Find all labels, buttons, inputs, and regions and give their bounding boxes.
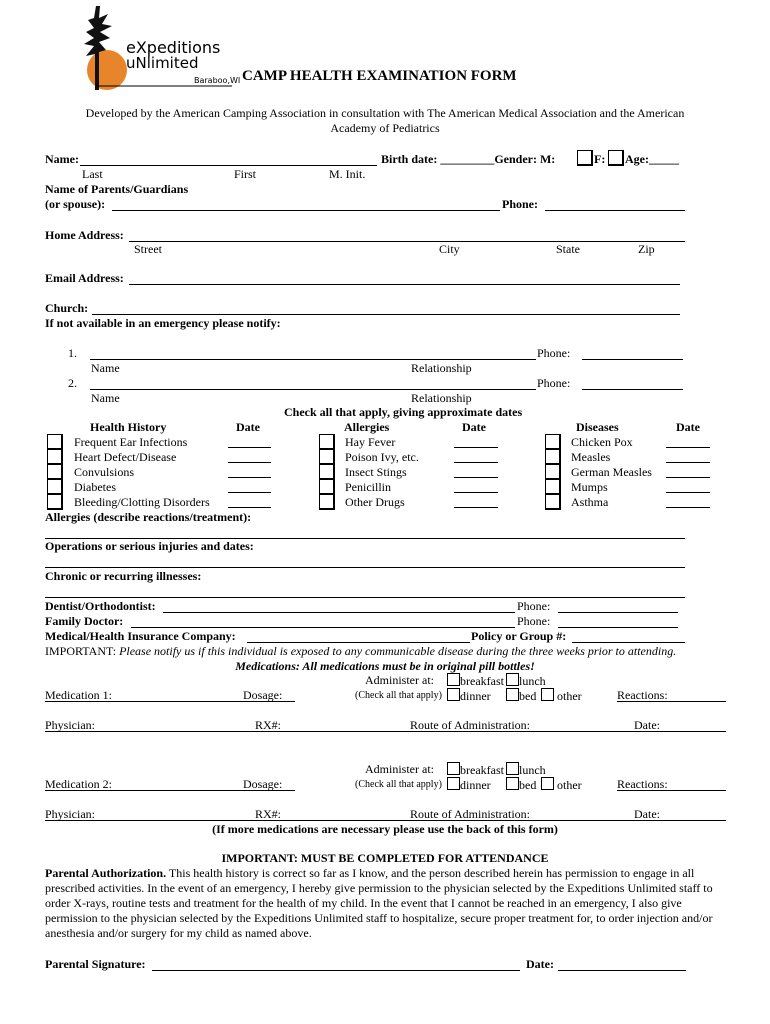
signature-date-label: Date: (526, 957, 554, 971)
health_history-item: Bleeding/Clotting Disorders (74, 495, 210, 509)
insurance-label: Medical/Health Insurance Company: (45, 629, 236, 643)
diseases-item: German Measles (571, 465, 652, 479)
health_history-checkbox[interactable] (47, 464, 63, 480)
expeditions-unlimited-logo (82, 4, 241, 92)
rx-label-1: RX#: (255, 718, 282, 732)
allergies-date-title: Date (462, 420, 486, 434)
diseases-checkbox[interactable] (545, 434, 561, 450)
other-label: other (557, 778, 582, 792)
diseases-checkbox[interactable] (545, 464, 561, 480)
diseases-item: Mumps (571, 480, 608, 494)
family-doctor-label: Family Doctor: (45, 614, 124, 628)
diseases-title: Diseases (576, 420, 619, 434)
logo-place: Baraboo,WI (194, 76, 241, 85)
birth-gender-label: Birth date: _________Gender: M: (381, 152, 556, 166)
lunch-option-1[interactable] (506, 673, 546, 689)
dinner-option-2[interactable] (447, 777, 491, 793)
physician-label-2: Physician: (45, 807, 95, 821)
allergies-item: Insect Stings (345, 465, 407, 479)
important-attendance: IMPORTANT: MUST BE COMPLETED FOR ATTENDANCE (221, 851, 549, 865)
dinner-option-1[interactable] (447, 688, 491, 704)
medication-label-1: Medication 1: (45, 688, 112, 702)
allergies-checkbox[interactable] (319, 449, 335, 465)
health_history-checkbox[interactable] (47, 449, 63, 465)
emergency-label: If not available in an emergency please notify: (45, 316, 281, 330)
medications-header: Medications: All medications must be in original pill bottles! (235, 659, 535, 673)
health_history-item: Heart Defect/Disease (74, 450, 177, 464)
allergies-describe-label: Allergies (describe reactions/treatment): (45, 510, 252, 524)
health_history-checkbox[interactable] (47, 479, 63, 495)
developed-by-line2: Academy of Pediatrics (330, 121, 440, 135)
allergies-item: Penicillin (345, 480, 391, 494)
important-notify (45, 644, 676, 659)
physician-label-1: Physician: (45, 718, 95, 732)
home-address-label: Home Address: (45, 228, 124, 242)
auth-text: This health history is correct so far as I know, and the person described herein has permission to engage in all prescribed activities. In the event of an emergency, I hereby give permission to the physician selected by the Expeditions Unlimited staff to order X-rays, routine tests and treatment for the health of my child. In the event that I cannot be reached in an emergency, I also give permission to the physician selected by the Expeditions Unlimited staff to hospitalize, secure proper treatment for, to order injection and/or anesthesia and/or surgery for my child as named above. (45, 866, 713, 940)
gender-m-checkbox[interactable] (577, 150, 593, 166)
allergies-title: Allergies (344, 420, 390, 434)
reactions-label-1: Reactions: (617, 688, 668, 702)
emergency-2-phone-label: Phone: (537, 376, 571, 390)
health-history-title: Health History (90, 420, 167, 434)
breakfast-label: breakfast (460, 674, 504, 688)
street-caption: Street (134, 242, 162, 256)
med-date-label-1: Date: (634, 718, 660, 732)
parents-phone-label: Phone: (502, 197, 538, 211)
policy-label: Policy or Group #: (471, 629, 567, 643)
bed-label: bed (519, 689, 537, 703)
breakfast-option-2[interactable] (447, 762, 504, 778)
email-label: Email Address: (45, 271, 124, 285)
bed-option-2[interactable] (506, 777, 536, 793)
state-caption: State (556, 242, 580, 256)
health-history-date-title: Date (236, 420, 260, 434)
form-title: CAMP HEALTH EXAMINATION FORM (242, 68, 517, 84)
bed-option-1[interactable] (506, 688, 536, 704)
breakfast-option-1[interactable] (447, 673, 504, 689)
important-notify-text: Please notify us if this individual is exposed to any communicable disease during the three weeks prior to attending. (119, 644, 677, 658)
emergency-2-relationship-caption: Relationship (411, 391, 472, 405)
emergency-2-number: 2. (68, 376, 77, 390)
age-label: Age:_____ (625, 152, 679, 166)
dinner-label: dinner (460, 778, 491, 792)
dosage-label-1: Dosage: (243, 688, 283, 702)
diseases-checkbox[interactable] (545, 494, 561, 510)
health_history-item: Frequent Ear Infections (74, 435, 188, 449)
auth-title: Parental Authorization. (45, 866, 167, 880)
diseases-item: Chicken Pox (571, 435, 633, 449)
chronic-label: Chronic or recurring illnesses: (45, 569, 202, 583)
check-all-header: Check all that apply, giving approximate dates (284, 405, 523, 419)
name-label: Name: (45, 152, 79, 166)
first-caption: First (234, 167, 257, 181)
health_history-checkbox[interactable] (47, 434, 63, 450)
diseases-checkbox[interactable] (545, 479, 561, 495)
zip-caption: Zip (638, 242, 655, 256)
route-label-1: Route of Administration: (410, 718, 530, 732)
breakfast-label: breakfast (460, 763, 504, 777)
spouse-label: (or spouse): (45, 197, 106, 211)
emergency-1-phone-label: Phone: (537, 346, 571, 360)
dentist-label: Dentist/Orthodontist: (45, 599, 156, 613)
emergency-1-relationship-caption: Relationship (411, 361, 472, 375)
health_history-checkbox[interactable] (47, 494, 63, 510)
dosage-label-2: Dosage: (243, 777, 283, 791)
other-option-1[interactable] (541, 688, 582, 704)
diseases-date-title: Date (676, 420, 700, 434)
med-date-label-2: Date: (634, 807, 660, 821)
administer-label-2: Administer at: (365, 762, 434, 776)
allergies-item: Other Drugs (345, 495, 405, 509)
administer-label-1: Administer at: (365, 673, 434, 687)
allergies-checkbox[interactable] (319, 434, 335, 450)
lunch-option-2[interactable] (506, 762, 546, 778)
lunch-label: lunch (519, 674, 546, 688)
emergency-2-name-caption: Name (91, 391, 120, 405)
diseases-item: Measles (571, 450, 611, 464)
reactions-label-2: Reactions: (617, 777, 668, 791)
diseases-item: Asthma (571, 495, 609, 509)
bed-label: bed (519, 778, 537, 792)
allergies-item: Poison Ivy, etc. (345, 450, 419, 464)
health_history-item: Convulsions (74, 465, 135, 479)
allergies-item: Hay Fever (345, 435, 396, 449)
logo-text-1: eXpeditions (126, 38, 221, 57)
gender-f-checkbox[interactable] (608, 150, 624, 166)
gender-f-label: F: (594, 152, 606, 166)
dinner-label: dinner (460, 689, 491, 703)
health_history-item: Diabetes (74, 480, 116, 494)
logo-text-2: uNlimited (126, 54, 199, 72)
operations-label: Operations or serious injuries and dates: (45, 539, 254, 553)
last-caption: Last (82, 167, 103, 181)
medication-label-2: Medication 2: (45, 777, 112, 791)
route-label-2: Route of Administration: (410, 807, 530, 821)
parents-label: Name of Parents/Guardians (45, 182, 189, 196)
parental-authorization (45, 866, 725, 941)
signature-label: Parental Signature: (45, 957, 146, 971)
more-meds-note: (If more medications are necessary please use the back of this form) (212, 822, 558, 836)
allergies-checkbox[interactable] (319, 494, 335, 510)
lunch-label: lunch (519, 763, 546, 777)
diseases-checkbox[interactable] (545, 449, 561, 465)
church-label: Church: (45, 301, 89, 315)
developed-by-line1: Developed by the American Camping Association in consultation with The American Medical Association and the American (85, 106, 685, 120)
emergency-1-number: 1. (68, 346, 77, 360)
doctor-phone-label: Phone: (517, 614, 551, 628)
rx-label-2: RX#: (255, 807, 282, 821)
allergies-checkbox[interactable] (319, 479, 335, 495)
check-all-note-2: (Check all that apply) (355, 779, 442, 790)
minit-caption: M. Init. (329, 167, 366, 181)
other-option-2[interactable] (541, 777, 582, 793)
important-notify-lead: IMPORTANT: (45, 644, 117, 658)
check-all-note-1: (Check all that apply) (355, 690, 442, 701)
allergies-checkbox[interactable] (319, 464, 335, 480)
city-caption: City (439, 242, 460, 256)
dentist-phone-label: Phone: (517, 599, 551, 613)
other-label: other (557, 689, 582, 703)
emergency-1-name-caption: Name (91, 361, 120, 375)
